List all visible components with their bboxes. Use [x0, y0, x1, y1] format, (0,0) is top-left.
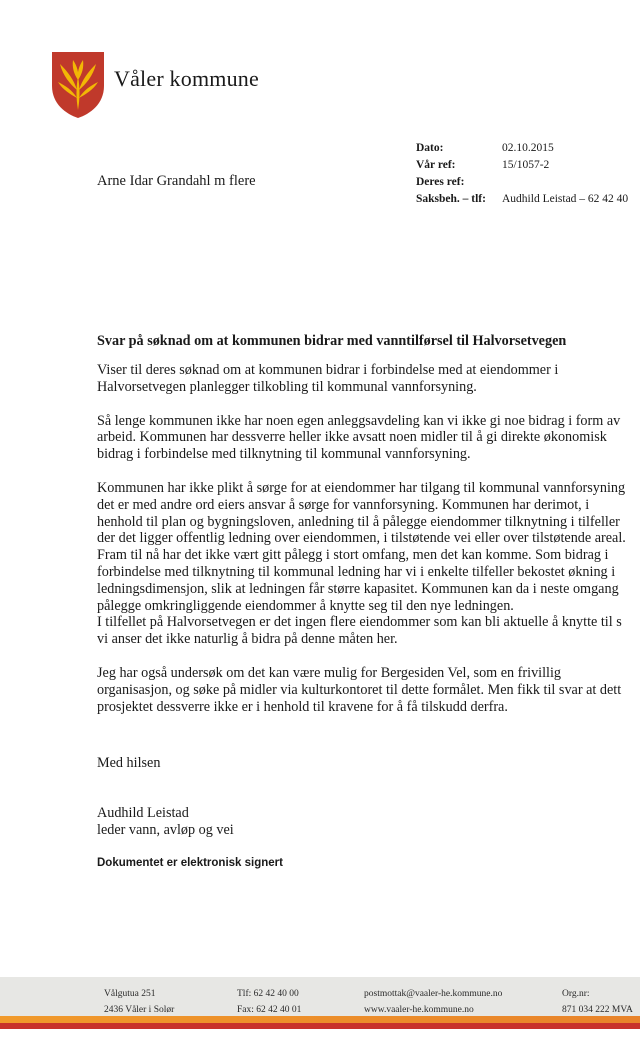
footer-postal: 2436 Våler i Solør — [104, 1005, 175, 1015]
paragraph-1 — [97, 362, 640, 396]
closing-greeting: Med hilsen — [97, 755, 161, 771]
text-line: prosjektet dessverre ikke er i henhold til kravene for å få tilskudd derfra. — [97, 698, 508, 715]
footer-org-number: 871 034 222 MVA — [562, 1005, 633, 1015]
recipient-name: Arne Idar Grandahl m flere — [97, 173, 256, 189]
meta-value: 02.10.2015 — [502, 142, 554, 154]
signer-name: Audhild Leistad — [97, 805, 189, 821]
meta-value: 15/1057-2 — [502, 159, 550, 171]
electronic-signature-note: Dokumentet er elektronisk signert — [97, 857, 283, 869]
text-line: Halvorsetvegen planlegger tilkobling til kommunal vannforsyning. — [97, 378, 477, 395]
footer-org — [562, 986, 633, 1018]
meta-label: Deres ref: — [416, 176, 465, 188]
text-line: I tilfellet på Halvorsetvegen er det ingen flere eiendommer som kan bli aktuelle å knytte til s — [97, 614, 622, 631]
meta-row-your-ref — [416, 174, 502, 191]
footer-stripe-orange — [0, 1016, 640, 1023]
text-line: der det ligger offentlig ledning over eiendommen, i tilstøtende vei eller over tilstøtende areal. — [97, 530, 626, 547]
coat-of-arms-icon — [50, 50, 106, 120]
footer-fax: Fax: 62 42 40 01 — [237, 1005, 302, 1015]
meta-row-date — [416, 140, 554, 157]
letter-subject: Svar på søknad om at kommunen bidrar med vanntilførsel til Halvorsetvegen — [97, 333, 567, 349]
text-line: Kommunen har ikke plikt å sørge for at eiendommer har tilgang til kommunal vannforsyning — [97, 479, 626, 496]
meta-value: Audhild Leistad – 62 42 40 — [502, 193, 629, 205]
text-line: det er med andre ord eiers ansvar å sørge for vannforsyning. Kommunen har derimot, i — [97, 496, 590, 513]
meta-label: Vår ref: — [416, 159, 456, 171]
signer-block — [97, 805, 234, 839]
paragraph-2 — [97, 413, 640, 463]
footer-stripe-red — [0, 1023, 640, 1029]
meta-label: Saksbeh. – tlf: — [416, 193, 486, 205]
text-line: henhold til plan og bygningsloven, anledning til å pålegge eiendommer tilknytning i tilfeller — [97, 513, 620, 530]
text-line: bidrag i forbindelse med tilknytning til kommunal vannforsyning. — [97, 446, 471, 463]
footer-org-label: Org.nr: — [562, 989, 590, 999]
footer-email: postmottak@vaaler-he.kommune.no — [364, 989, 503, 999]
text-line: Jeg har også undersøk om det kan være mulig for Bergesiden Vel, som en frivillig — [97, 664, 562, 681]
text-line: Fram til nå har det ikke vært gitt pålegg i stort omfang, men det kan komme. Som bidrag i — [97, 547, 609, 564]
text-line: organisasjon, og søke på midler via kulturkontoret til dette formålet. Men fikk til svar at dett — [97, 681, 622, 698]
signer-title: leder vann, avløp og vei — [97, 822, 234, 838]
footer-website: www.vaaler-he.kommune.no — [364, 1005, 474, 1015]
footer-street: Vålgutua 251 — [104, 989, 156, 999]
footer-address — [104, 986, 174, 1018]
text-line: forbindelse med tilknytning til kommunal ledning har vi i enkelte tilfeller bekostet økning i — [97, 563, 616, 580]
reference-block — [416, 140, 629, 208]
letter-body — [97, 362, 640, 732]
meta-label: Dato: — [416, 142, 444, 154]
text-line: Så lenge kommunen ikke har noen egen anleggsavdeling kan vi ikke gi noe bidrag i form av — [97, 412, 621, 429]
paragraph-3 — [97, 480, 640, 648]
text-line: ledningsdimensjon, slik at ledningen får større kapasitet. Kommunen kan da i neste omgang — [97, 580, 619, 597]
coat-of-arms-logo — [50, 50, 106, 120]
paragraph-4 — [97, 665, 640, 715]
organization-name: Våler kommune — [114, 66, 259, 91]
text-line: vi anser det ikke naturlig å bidra på denne måten her. — [97, 631, 398, 648]
meta-row-case-officer — [416, 191, 629, 208]
footer-contact — [364, 986, 502, 1018]
text-line: arbeid. Kommunen har dessverre heller ikke avsatt noen midler til å gi direkte økonomisk — [97, 429, 607, 446]
text-line: Viser til deres søknad om at kommunen bidrar i forbindelse med at eiendommer i — [97, 362, 559, 378]
footer-phone — [237, 986, 301, 1018]
text-line: pålegge omkringliggende eiendommer å knytte seg til den nye ledningen. — [97, 597, 514, 614]
meta-row-our-ref — [416, 157, 550, 174]
footer-tel: Tlf: 62 42 40 00 — [237, 989, 299, 999]
